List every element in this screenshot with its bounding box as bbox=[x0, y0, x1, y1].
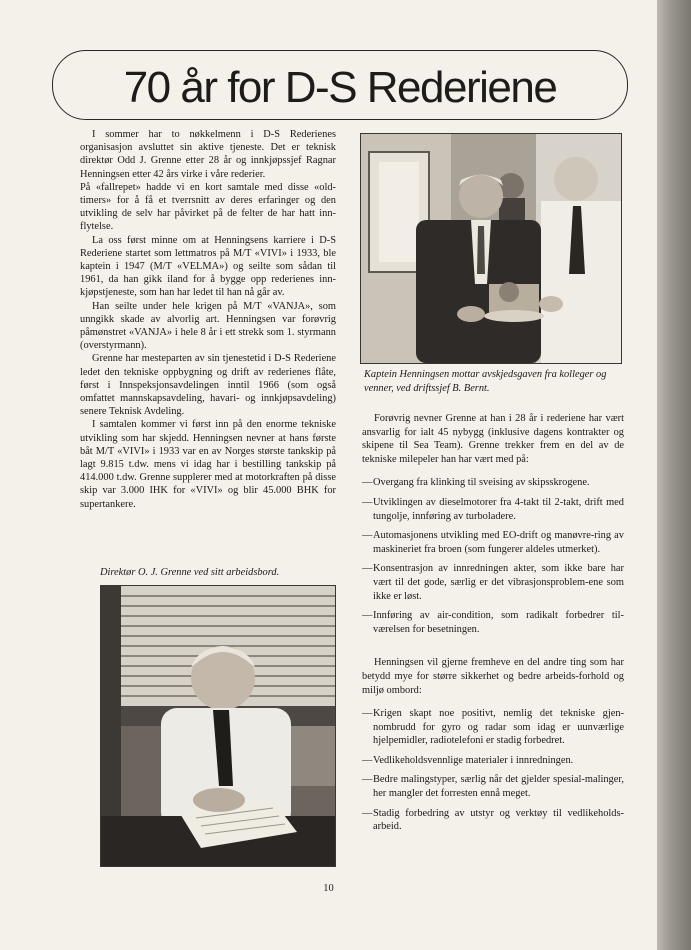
paragraph: La oss først minne om at Henningsens karriere i D-S Rederiene startet som lettmatros på M/T «VIVI» i 1933, ble kaptein i 1947 (M/T «VELMA») og seilte som sådan til 1961, da han gikk iland for å bygge opp rederienes inn-kjøpstjeneste, som han har ledet til han nå går av. bbox=[80, 234, 336, 299]
list-item-text: Utviklingen av dieselmotorer fra 4-takt til 2-takt, drift med tungolje, innføring av turboladere. bbox=[373, 496, 624, 522]
paragraph: Henningsen vil gjerne fremheve en del andre ting som har betydd mye for større sikkerhet og bedre arbeids-forhold og miljø ombord: bbox=[362, 657, 624, 696]
page-number: 10 bbox=[323, 883, 334, 894]
dash-marker: — bbox=[362, 530, 373, 542]
photo-grenne-desk bbox=[100, 585, 336, 867]
paragraph: I samtalen kommer vi først inn på den enorme tekniske utvikling som har skjedd. Henningsen nevner at hans første båt M/T «VIVI» i 1933 var en av Norges største tankskip på lagt 9.815 t.dw. mens vi idag har i bestilling tankskip på 414.000 t.dw. Grenne supplerer med at motorkraften på disse skip var 3.000 IHK for «VIVI» og blir 45.000 BHK for supertankere. bbox=[80, 419, 336, 510]
photo-farewell-gift bbox=[360, 133, 622, 364]
dash-marker: — bbox=[362, 610, 373, 622]
dash-marker: — bbox=[362, 708, 373, 720]
list-item-text: Krigen skapt noe positivt, nemlig det tekniske gjen-nombrudd for gyro og radar som idag er uunværlige hjelpemidler, radiotelefoni er stadig forbedret. bbox=[373, 708, 624, 747]
left-column-text bbox=[80, 128, 336, 511]
list-item-text: Overgang fra klinking til sveising av skipsskrogene. bbox=[373, 477, 590, 489]
list-item-text: Vedlikeholdsvennlige materialer i innredningen. bbox=[373, 754, 574, 766]
list-item bbox=[362, 807, 624, 834]
paragraph: På «fallrepet» hadde vi en kort samtale med disse «old-timers» for å få et tverrsnitt av deres erfaringer og den utvikling de selv har påvirket på de felter de har hatt inn-flytelse. bbox=[80, 181, 336, 233]
list-item-text: Bedre malingstyper, særlig når det gjelder spesial-malinger, her mangler det forresten ennå meget. bbox=[373, 774, 624, 800]
dash-marker: — bbox=[362, 774, 373, 786]
paragraph: Han seilte under hele krigen på M/T «VANJA», som unngikk skade av alvorlig art. Henningsen var forøvrig påmønstret «VANJA» i hele 8 år i ett strekk som 1. styrmann (overstyrmann). bbox=[80, 300, 336, 352]
list-item-text: Stadig forbedring av utstyr og verktøy til vedlikeholds-arbeid. bbox=[373, 807, 624, 833]
safety-list bbox=[362, 707, 624, 834]
dash-marker: — bbox=[362, 496, 373, 508]
spacer bbox=[362, 642, 624, 656]
photo-caption-farewell: Kaptein Henningsen mottar avskjedsgaven fra kolleger og venner, ved driftssjef B. Bernt. bbox=[364, 369, 607, 394]
photo-grenne-desk-illustration bbox=[101, 586, 335, 866]
paragraph: I sommer har to nøkkelmenn i D-S Rederienes organisasjon avsluttet sin aktive tjeneste. Det er teknisk direktør Odd J. Grenne etter 28 år og innkjøpssjef Ragnar Henningsen etter 42 års virke i våre rederier. bbox=[80, 129, 336, 180]
list-item bbox=[362, 496, 624, 523]
dash-marker: — bbox=[362, 807, 373, 819]
paragraph: Forøvrig nevner Grenne at han i 28 år i rederiene har vært ansvarlig for ialt 45 nybygg (inklusive dagens kontrakter og skipene til Sea Team). Grenne trekker frem en del av de tekniske milepeler han har vært med på: bbox=[362, 413, 624, 465]
list-item-text: Innføring av air-condition, som radikalt forbedrer til-værelsen for besetningen. bbox=[373, 610, 624, 635]
photo-farewell-gift-illustration bbox=[361, 134, 621, 363]
milestone-list bbox=[362, 476, 624, 636]
photo-caption-grenne: Direktør O. J. Grenne ved sitt arbeidsbord. bbox=[100, 567, 280, 578]
paragraph: Grenne har mesteparten av sin tjenestetid i D-S Rederiene ledet den tekniske oppbygning og drift av rederienes flåte, først i Innspeksjonsavdelingen inntil 1966 (som også omfattet mannskapsavdeling, havari- og innkjøpsavdeling) senere Teknisk Avdeling. bbox=[80, 353, 336, 418]
list-item bbox=[362, 707, 624, 748]
right-column-text bbox=[362, 412, 624, 840]
list-item-text: Automasjonens utvikling med EO-drift og manøvre-ring av maskineriet fra broen (som fungerer aldeles utmerket). bbox=[373, 530, 624, 555]
list-item bbox=[362, 773, 624, 800]
list-item bbox=[362, 562, 624, 603]
list-item bbox=[362, 529, 624, 556]
list-item bbox=[362, 754, 624, 768]
dash-marker: — bbox=[362, 477, 373, 489]
dash-marker: — bbox=[362, 563, 373, 575]
page-title: 70 år for D-S Rederiene bbox=[123, 63, 557, 112]
list-item-text: Konsentrasjon av innredningen akter, som ikke bare har vært til det gode, særlig er det vibrasjonsproblem-ene som ikke er løst. bbox=[373, 563, 624, 602]
page-edge-shadow bbox=[657, 0, 691, 950]
list-item bbox=[362, 476, 624, 490]
list-item bbox=[362, 609, 624, 636]
dash-marker: — bbox=[362, 754, 373, 766]
